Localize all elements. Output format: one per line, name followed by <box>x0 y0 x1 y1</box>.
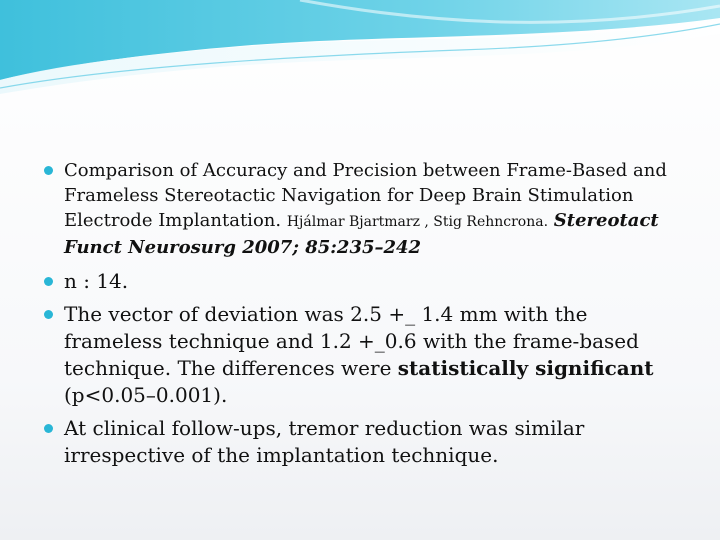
bullet-dot-icon <box>44 166 53 175</box>
slide-content <box>44 158 684 475</box>
bullet-dot-icon <box>44 424 53 433</box>
header-wave-decoration <box>0 0 720 110</box>
bullet-follow-up <box>44 415 684 469</box>
deviation-text: The vector of deviation was 2.5 +_ 1.4 mm with the frameless technique and 1.2 +_0.6 with the frame-based technique. The differences were <box>64 302 639 380</box>
sample-size-text: n : 14. <box>64 269 129 293</box>
bullet-sample-size <box>44 268 684 295</box>
bullet-dot-icon <box>44 277 53 286</box>
bullet-reference <box>44 158 684 260</box>
bullet-dot-icon <box>44 310 53 319</box>
bullet-list <box>44 158 684 469</box>
reference-authors: Hjálmar Bjartmarz , Stig Rehncrona. <box>286 214 549 230</box>
reference-title: Comparison of Accuracy and Precision between Frame-Based and Frameless Stereotactic Navigation for Deep Brain Stimulation Electrode Implantation. <box>64 160 667 231</box>
bullet-deviation <box>44 301 684 409</box>
follow-up-text: At clinical follow-ups, tremor reduction was similar irrespective of the implantation technique. <box>64 416 585 467</box>
deviation-pvalue: (p<0.05–0.001). <box>64 383 228 407</box>
deviation-emphasis: statistically significant <box>397 356 654 380</box>
reference-citation: Stereotact Funct Neurosurg 2007; 85:235–242 <box>64 210 659 258</box>
